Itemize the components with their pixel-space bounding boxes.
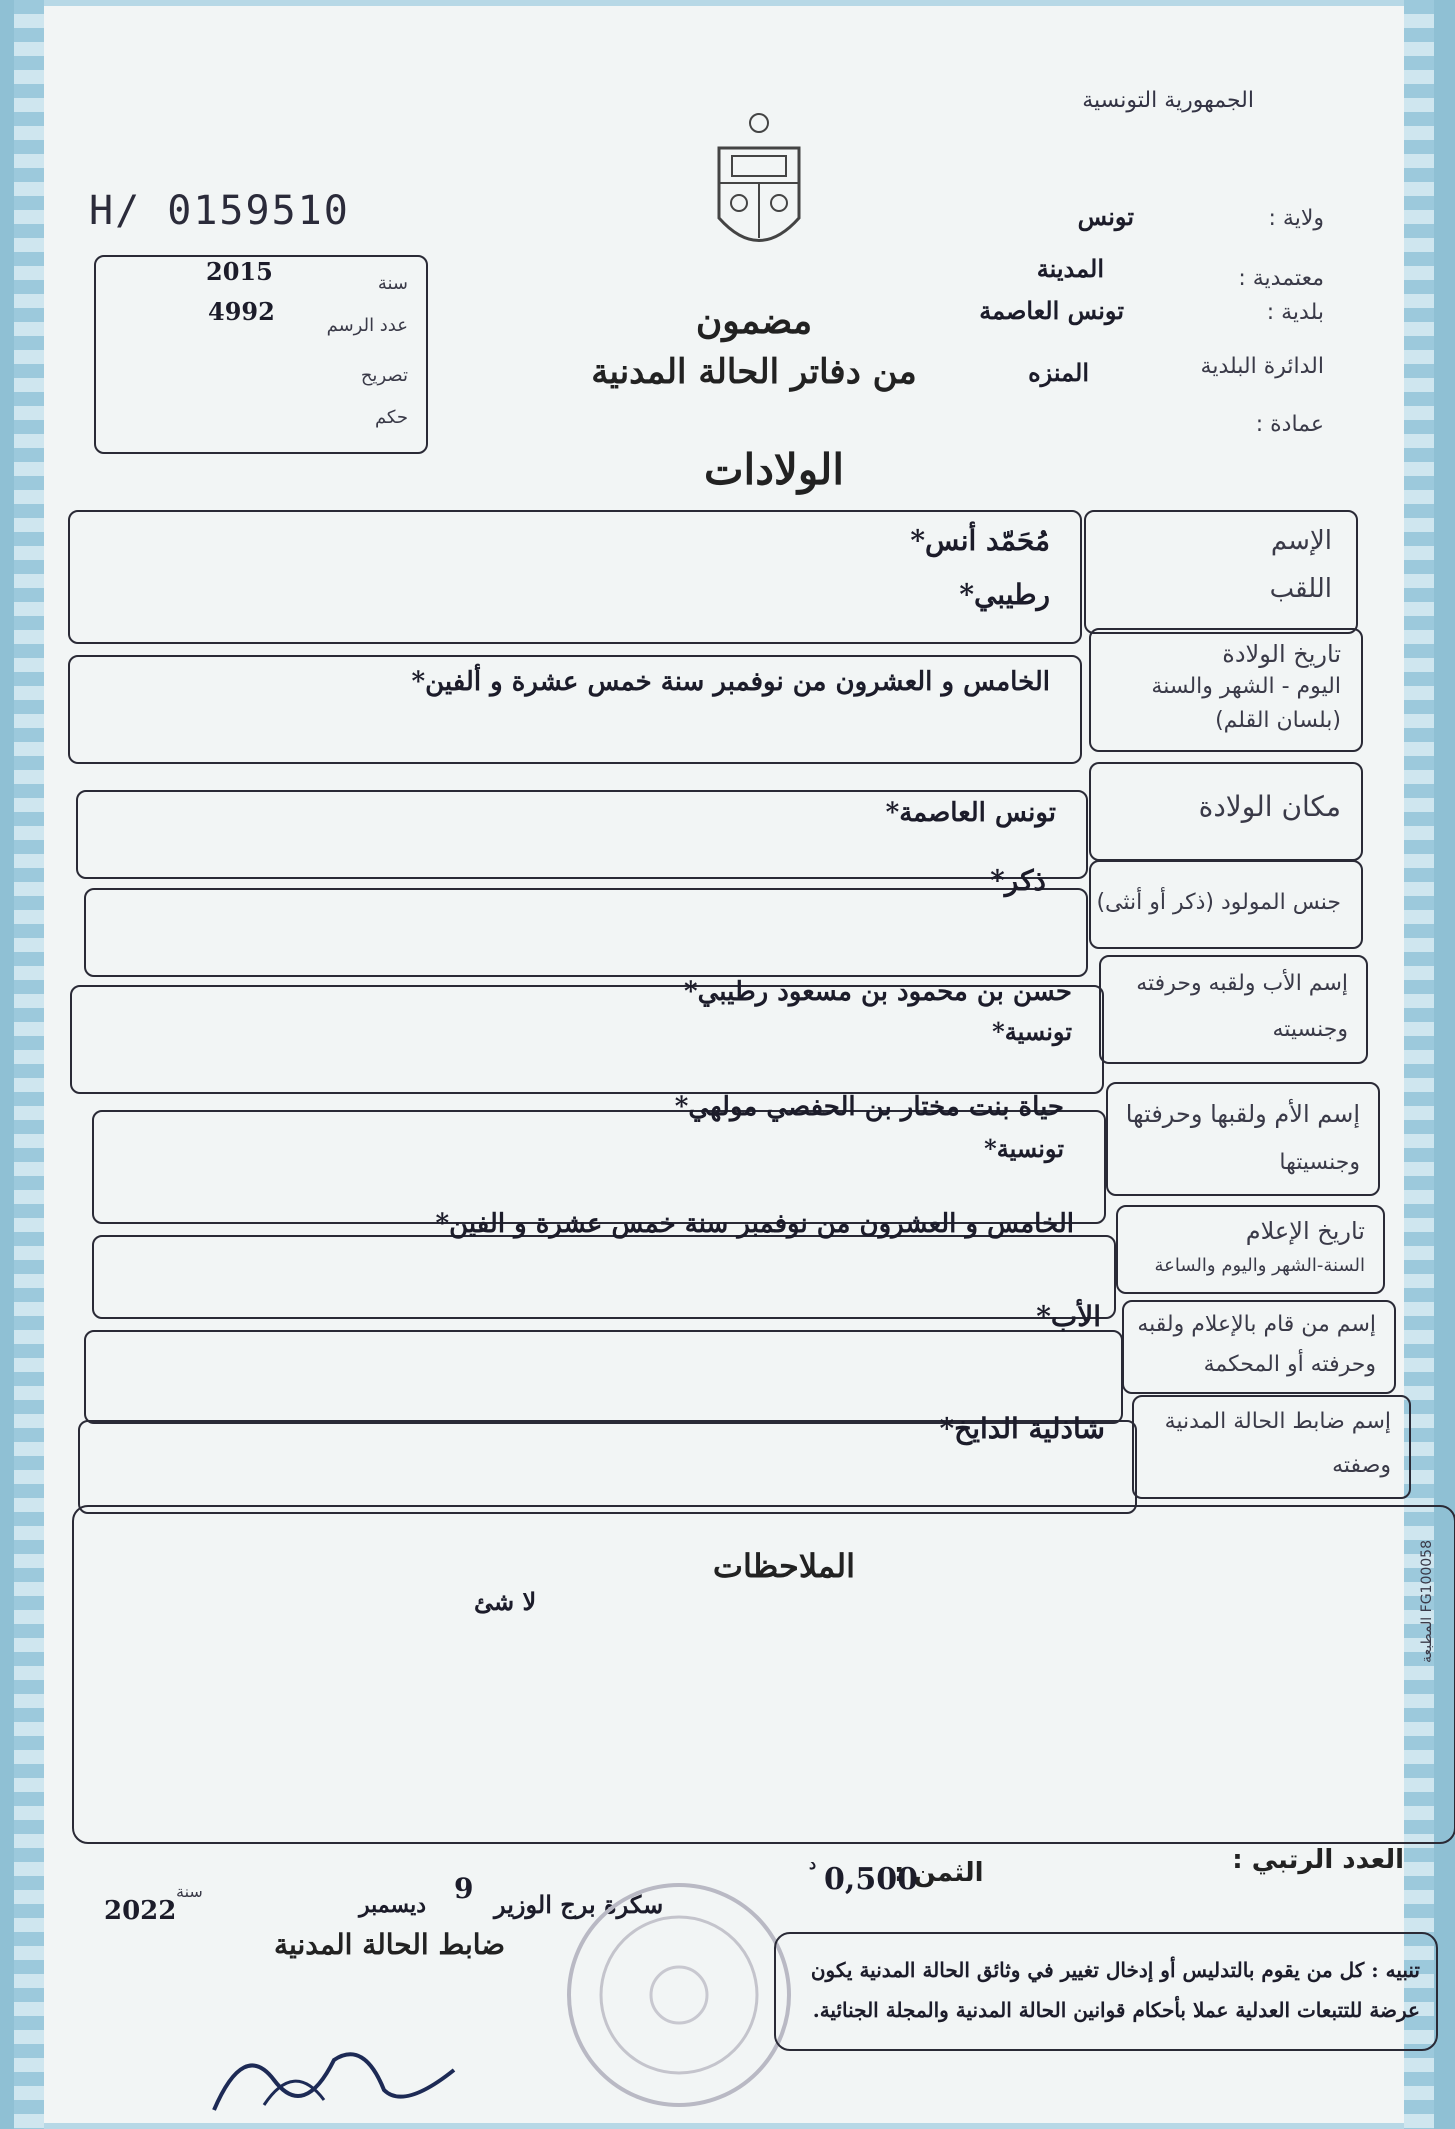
record-number-value: 4992 xyxy=(208,297,275,326)
document-subtitle: من دفاتر الحالة المدنية xyxy=(591,352,917,392)
document-title: مضمون xyxy=(695,300,813,342)
issue-month: ديسمبر xyxy=(359,1892,427,1918)
mother-label: إسم الأم ولقبها وحرفتها xyxy=(1125,1100,1360,1128)
birthplace-value: تونس العاصمة* xyxy=(885,798,1056,828)
mother-label-2: وجنسيتها xyxy=(1279,1150,1360,1175)
remarks-value: لا شئ xyxy=(474,1587,537,1616)
birthplace-label: مكان الولادة xyxy=(1198,790,1341,823)
row-sex-value-box xyxy=(84,864,1088,977)
year-value: 2015 xyxy=(206,257,273,286)
price-label: الثمن : xyxy=(894,1858,984,1888)
row-father-value-box xyxy=(70,977,1104,1094)
row-father-label-box xyxy=(1099,955,1368,1064)
row-officer-value-box xyxy=(78,1412,1137,1514)
father-nationality-value: تونسية* xyxy=(992,1017,1072,1046)
given-name-value: مُحَمّد أنس* xyxy=(910,524,1050,557)
row-name-label-box xyxy=(1084,510,1358,634)
row-birthplace-value-box xyxy=(76,790,1088,879)
district-value: المنزه xyxy=(1028,358,1089,387)
father-value: حسن بن محمود بن مسعود رطيبي* xyxy=(683,977,1072,1007)
serial-no-label: العدد الرتبي : xyxy=(1232,1845,1404,1875)
year-label: سنة xyxy=(377,273,408,294)
birthdate-note: (بلسان القلم) xyxy=(1215,708,1341,733)
birthdate-value: الخامس و العشرون من نوفمبر سنة خمس عشرة و ألفين* xyxy=(411,667,1050,697)
document-sheet xyxy=(14,0,1434,2129)
mother-value: حياة بنت مختار بن الحفصي مولهي* xyxy=(674,1092,1064,1122)
mother-nationality-value: تونسية* xyxy=(984,1134,1064,1163)
serial-number: H/ 0159510 xyxy=(89,188,350,234)
row-mother-label-box xyxy=(1106,1082,1380,1196)
declaration-label: تصريح xyxy=(360,365,408,386)
section-title: الولادات xyxy=(703,445,845,494)
issue-year-label: سنة xyxy=(176,1882,203,1901)
officer-label: إسم ضابط الحالة المدنية xyxy=(1164,1409,1391,1434)
row-officer-label-box xyxy=(1132,1395,1411,1499)
row-declarant-label-box xyxy=(1122,1300,1396,1394)
father-label: إسم الأب ولقبه وحرفته xyxy=(1136,971,1348,996)
officer-value: شاذلية الدايخ* xyxy=(939,1412,1105,1445)
row-name-value-box xyxy=(68,510,1082,644)
republic-title: الجمهورية التونسية xyxy=(1082,88,1254,113)
record-number-label: عدد الرسم xyxy=(326,315,408,336)
row-notice-date-label-box xyxy=(1116,1205,1385,1294)
birthdate-sublabel: اليوم - الشهر والسنة xyxy=(1151,674,1341,699)
declarant-label-2: وحرفته أو المحكمة xyxy=(1203,1352,1376,1377)
left-border xyxy=(14,0,44,2129)
row-birthplace-label-box xyxy=(1089,762,1363,861)
price-value: 0,500 xyxy=(824,1862,918,1897)
district-label: الدائرة البلدية xyxy=(1200,354,1324,379)
surname-label: اللقب xyxy=(1269,574,1332,604)
surname-value: رطيبي* xyxy=(959,578,1050,611)
birthdate-label: تاريخ الولادة xyxy=(1222,640,1341,668)
row-mother-value-box xyxy=(92,1092,1106,1224)
row-declarant-value-box xyxy=(84,1300,1123,1424)
row-notice-date-value-box xyxy=(92,1209,1116,1319)
declarant-value: الأب* xyxy=(1036,1300,1101,1333)
municipality-value: تونس العاصمة xyxy=(979,296,1124,325)
officer-label-2: وصفته xyxy=(1332,1453,1391,1478)
coat-of-arms-icon xyxy=(704,108,814,268)
print-code: المطبعة FG100058 xyxy=(1419,1540,1435,1664)
issue-day: 9 xyxy=(454,1872,474,1905)
notice-date-sublabel: السنة-الشهر واليوم والساعة xyxy=(1154,1255,1365,1276)
delegation-value: المدينة xyxy=(1036,254,1104,283)
delegation-label: معتمدية : xyxy=(1238,266,1324,291)
declarant-label: إسم من قام بالإعلام ولقبه xyxy=(1137,1312,1376,1337)
judgment-label: حكم xyxy=(374,407,408,428)
sex-label: جنس المولود (ذكر أو أنثى) xyxy=(1096,890,1341,915)
given-name-label: الإسم xyxy=(1270,526,1332,556)
row-sex-label-box xyxy=(1089,860,1363,949)
legal-notice-text: تنبيه : كل من يقوم بالتدليس أو إدخال تغيير في وثائق الحالة المدنية يكون عرضة للتتبعات العدلية عملا بأحكام قوانين الحالة المدنية والمجلة الجنائية. xyxy=(810,1958,1420,2022)
notice-date-value: الخامس و العشرون من نوفمبر سنة خمس عشرة و الفين* xyxy=(435,1209,1074,1239)
remarks-title: الملاحظات xyxy=(712,1547,856,1585)
sex-value: ذكر* xyxy=(990,864,1046,897)
remarks-box xyxy=(72,1505,1455,1844)
notice-date-label: تاريخ الإعلام xyxy=(1245,1217,1365,1245)
wilaya-value: تونس xyxy=(1077,202,1134,231)
official-stamp-icon xyxy=(559,1875,799,2115)
legal-notice-box xyxy=(774,1932,1438,2051)
municipality-label: بلدية : xyxy=(1266,300,1324,325)
father-label-2: وجنسيته xyxy=(1272,1017,1348,1042)
record-box xyxy=(94,255,428,454)
officer-signature-label: ضابط الحالة المدنية xyxy=(274,1928,506,1961)
issue-year: 2022 xyxy=(104,1896,177,1926)
row-birthdate-label-box xyxy=(1089,628,1363,752)
signature-icon xyxy=(204,2020,464,2120)
issue-place: سكرة برج الوزير xyxy=(494,1890,664,1919)
price-unit: د xyxy=(809,1854,817,1873)
omda-label: عمادة : xyxy=(1255,412,1324,437)
wilaya-label: ولاية : xyxy=(1268,206,1324,231)
row-birthdate-value-box xyxy=(68,655,1082,764)
